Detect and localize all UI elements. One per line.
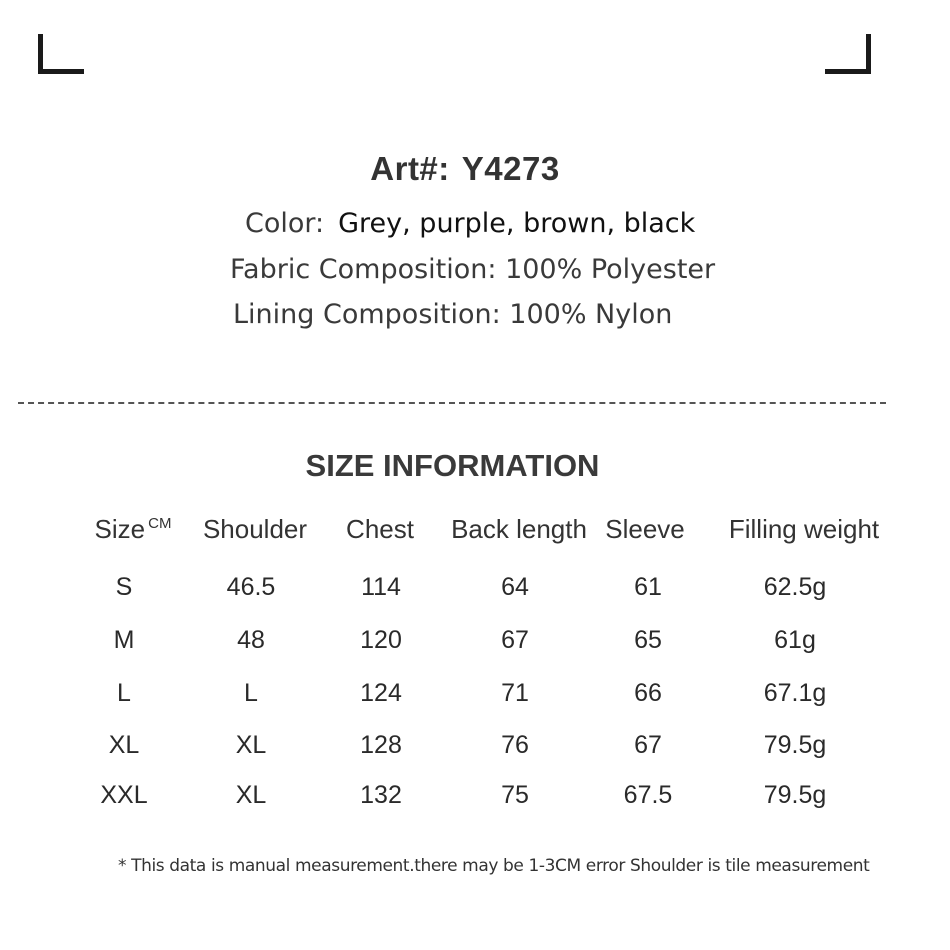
table-cell-chest: 114	[361, 573, 401, 601]
table-cell-back-length: 64	[501, 573, 529, 601]
table-cell-back-length: 71	[501, 679, 529, 707]
unit-label: CM	[148, 515, 172, 533]
table-cell-size: XL	[108, 731, 140, 759]
column-header-filling-weight: Filling weight	[728, 514, 880, 544]
table-cell-chest: 124	[360, 679, 402, 707]
table-cell-size: S	[115, 573, 133, 601]
table-cell-shoulder: XL	[235, 781, 267, 809]
table-cell-back-length: 75	[501, 781, 529, 809]
table-cell-size: L	[117, 679, 131, 707]
column-header-size: Size $^{CM}$	[94, 514, 172, 544]
table-cell-shoulder: L	[244, 679, 258, 707]
table-cell-chest: 132	[360, 781, 402, 809]
table-cell-sleeve: 65	[634, 626, 662, 654]
table-cell-sleeve: 67.5	[623, 781, 673, 809]
table-cell-filling-weight: 79.5g	[763, 781, 827, 809]
table-cell-sleeve: 66	[634, 679, 662, 707]
table-cell-filling-weight: 62.5g	[763, 573, 827, 601]
table-cell-shoulder: 46.5	[226, 573, 276, 601]
fabric-composition: Fabric Composition: 100% Polyester	[230, 254, 716, 285]
table-cell-chest: 120	[360, 626, 402, 654]
table-cell-filling-weight: 67.1g	[763, 679, 827, 707]
art-label: Art#:	[370, 150, 450, 187]
measurement-footnote: * This data is manual measurement.there may be 1-3CM error Shoulder is tile measurement	[118, 856, 870, 876]
column-header-back-length: Back length	[451, 514, 587, 544]
table-cell-shoulder: XL	[235, 731, 267, 759]
table-cell-shoulder: 48	[237, 626, 265, 654]
table-cell-sleeve: 61	[634, 573, 662, 601]
column-header-sleeve: Sleeve	[605, 514, 685, 544]
column-header-shoulder: Shoulder	[202, 514, 308, 544]
table-cell-chest: 128	[360, 731, 402, 759]
color-value: Grey, purple, brown, black	[338, 208, 696, 239]
color-label: Color:	[245, 208, 325, 239]
table-cell-filling-weight: 61g	[774, 626, 816, 654]
table-cell-back-length: 76	[501, 731, 529, 759]
table-cell-back-length: 67	[501, 626, 529, 654]
table-cell-sleeve: 67	[634, 731, 662, 759]
art-number: Y4273	[461, 150, 560, 187]
table-cell-size: XXL	[100, 781, 148, 809]
lining-composition: Lining Composition: 100% Nylon	[233, 299, 673, 329]
size-information-title: SIZE INFORMATION	[305, 448, 600, 483]
column-header-chest: Chest	[346, 514, 414, 544]
table-cell-size: M	[113, 626, 135, 654]
table-cell-filling-weight: 79.5g	[763, 731, 827, 759]
